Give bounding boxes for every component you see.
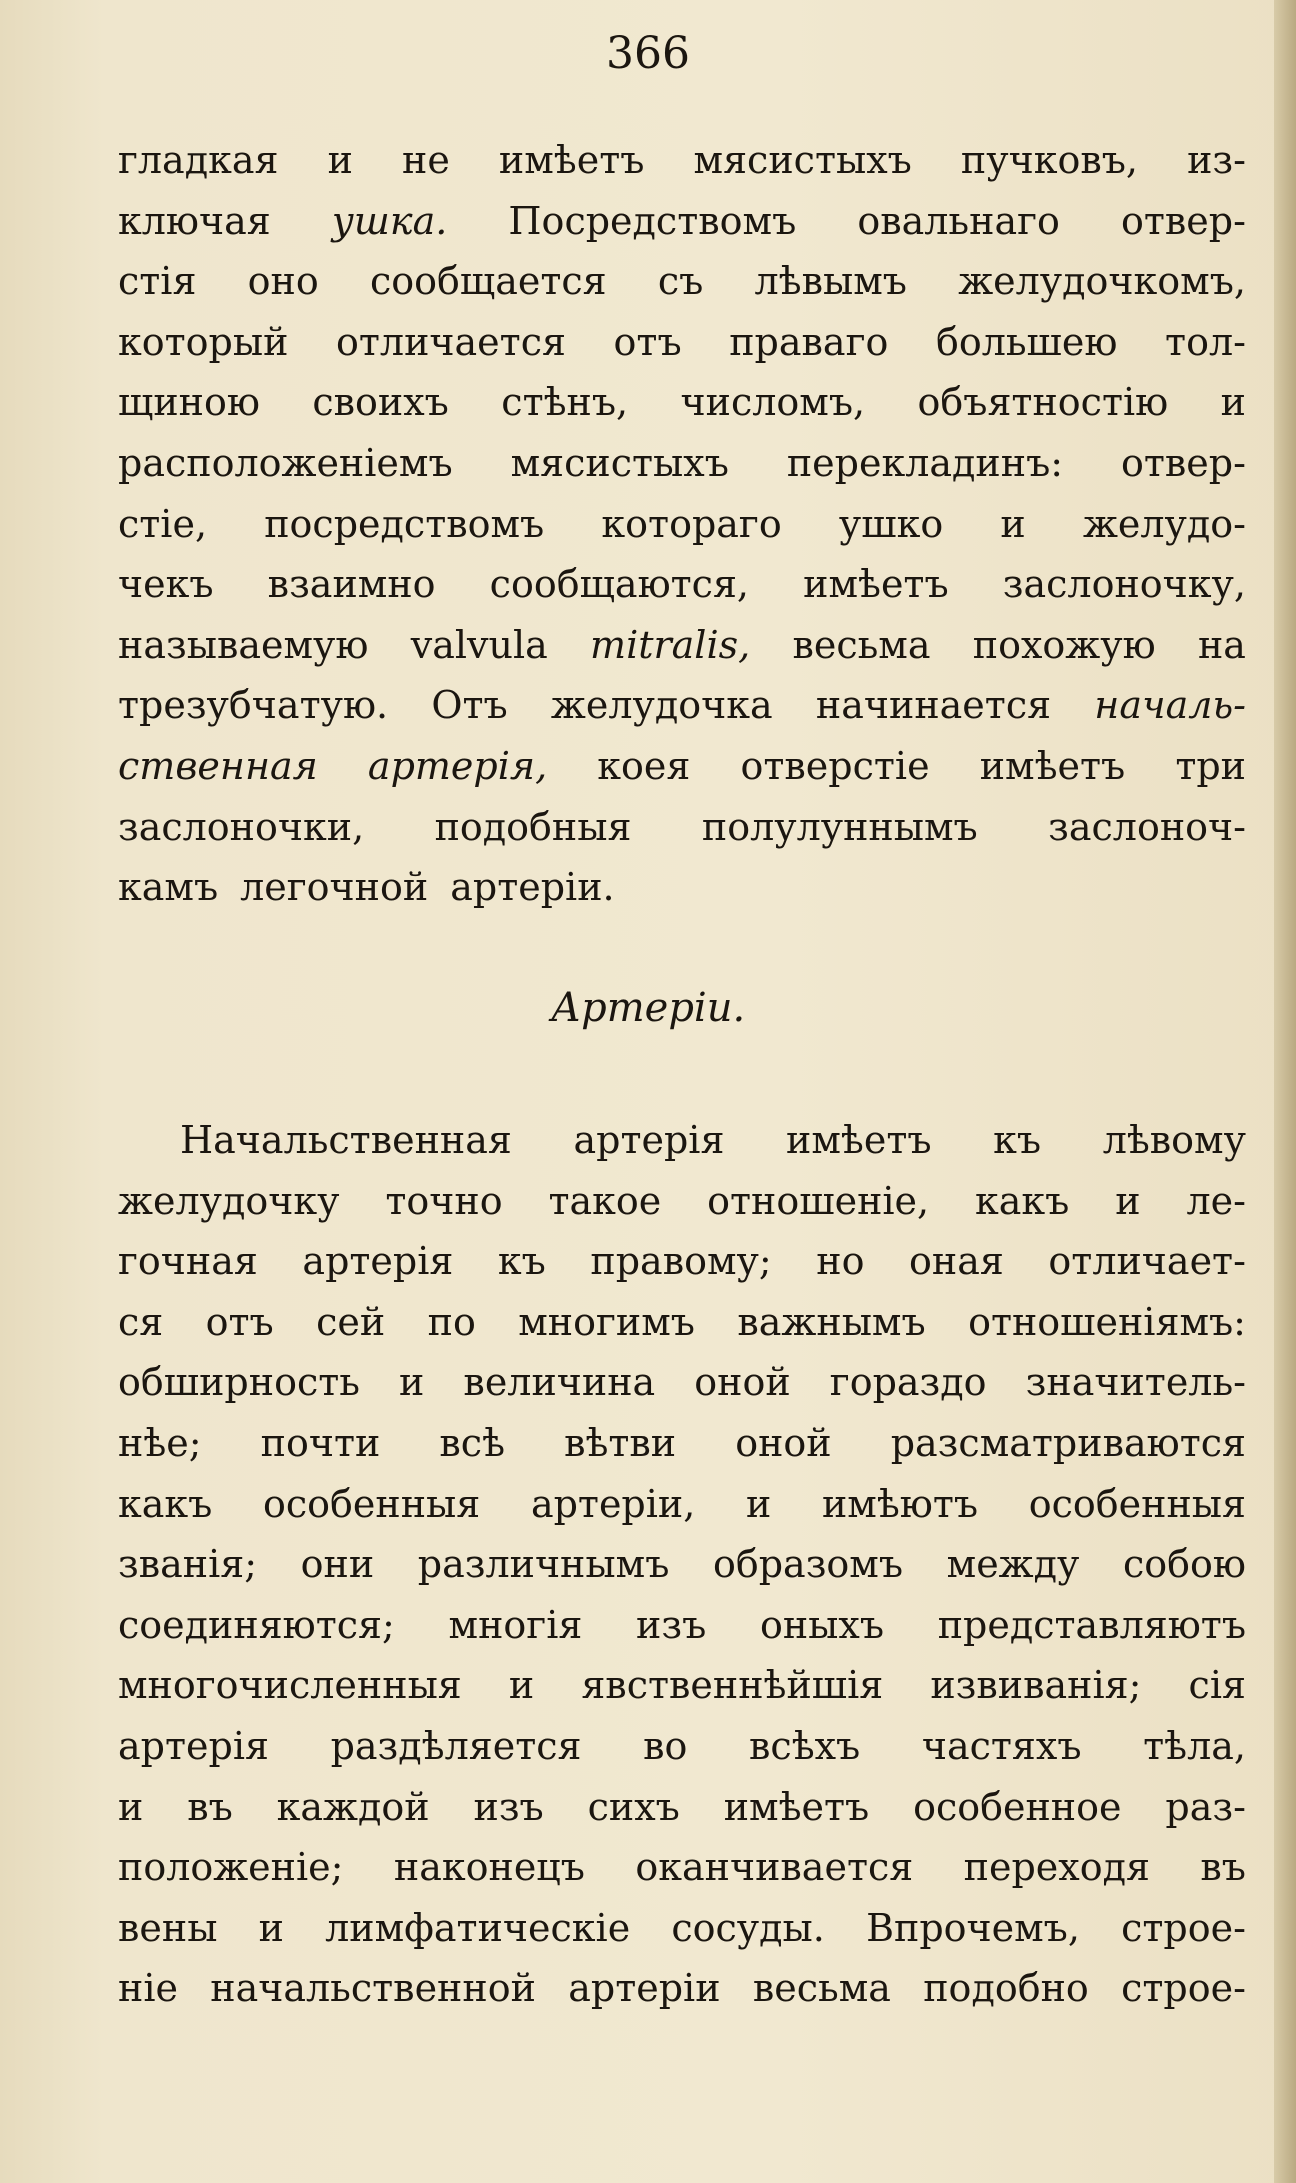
word: тѣла, (1143, 1723, 1246, 1768)
word: начальственной (210, 1966, 536, 2011)
word: коея (597, 743, 691, 788)
word: оныхъ (759, 1602, 885, 1647)
word: посредствомъ (264, 501, 545, 546)
text-line (118, 191, 1246, 252)
word: желудочку (118, 1178, 340, 1223)
word: представляютъ (937, 1602, 1246, 1647)
word: весьма (792, 622, 931, 667)
word: имѣетъ (498, 138, 645, 182)
text-line (118, 1292, 1246, 1353)
word: значитель- (1025, 1360, 1246, 1405)
word: артерія (118, 1723, 269, 1768)
word: такое (548, 1178, 662, 1223)
word: лѣвому (1102, 1118, 1246, 1162)
word: нѣе; (118, 1420, 202, 1465)
text-line (118, 1595, 1246, 1656)
word: частяхъ (921, 1723, 1082, 1768)
word: имѣетъ (979, 743, 1126, 788)
text-line (118, 1777, 1246, 1838)
text-line (118, 494, 1246, 555)
word: артеріи (568, 1966, 721, 2011)
word: переходя (963, 1845, 1150, 1890)
word: всѣхъ (749, 1723, 861, 1768)
word: заслоноч- (1048, 804, 1246, 849)
word: перекладинъ: (786, 440, 1064, 485)
word: отличается (336, 319, 566, 364)
word: заслоночку, (1002, 562, 1246, 607)
word: различнымъ (417, 1542, 670, 1587)
word: Посредствомъ (508, 198, 797, 243)
word: отношеніямъ: (968, 1299, 1246, 1344)
text-line (118, 554, 1246, 615)
word: явственнѣйшія (581, 1663, 884, 1708)
word: они (300, 1542, 375, 1587)
word: оной (694, 1360, 791, 1405)
word: полулуннымъ (701, 804, 978, 849)
word: и (327, 138, 353, 182)
word: большею (935, 319, 1118, 364)
word: оканчивается (635, 1845, 914, 1890)
word: стія (118, 259, 197, 304)
word: сообщаются, (489, 562, 750, 607)
word: сихъ (587, 1784, 680, 1829)
word: называемую (118, 622, 369, 667)
word: отверстіе (740, 743, 930, 788)
word: сей (316, 1299, 386, 1344)
word: mitralis, (590, 622, 751, 667)
text-line (118, 312, 1246, 373)
word: имѣютъ (821, 1481, 979, 1526)
word: пучковъ, (960, 138, 1138, 182)
word: артерія (573, 1118, 725, 1162)
word: ушко (838, 501, 944, 546)
word: желудочка (550, 683, 773, 728)
word: тол- (1165, 319, 1246, 364)
word: и (118, 1784, 144, 1829)
word: разсматриваются (890, 1420, 1246, 1465)
word: ключая (118, 198, 271, 243)
section-heading-arteries: Артеріи. (550, 985, 746, 1031)
word: артеріи, (530, 1481, 696, 1526)
word: образомъ (712, 1542, 904, 1587)
text-line (118, 1958, 1246, 2019)
word: изъ (473, 1784, 544, 1829)
word: оной (735, 1420, 832, 1465)
word: правому; (590, 1239, 772, 1284)
text-line (118, 797, 1246, 858)
word: званія; (118, 1542, 258, 1587)
word: ушка. (331, 198, 448, 243)
word: отвер- (1121, 440, 1246, 485)
word: оно (247, 259, 319, 304)
word: каждой (276, 1784, 430, 1829)
text-line (118, 1898, 1246, 1959)
text-line (118, 433, 1246, 494)
word: началь- (1094, 683, 1246, 728)
word: вены (118, 1905, 218, 1950)
paragraph-heart-left-ventricle (118, 130, 1246, 918)
word: гораздо (829, 1360, 987, 1405)
text-line (118, 615, 1246, 676)
word: который (118, 319, 289, 364)
word: по (427, 1299, 476, 1344)
word: гладкая (118, 138, 279, 182)
word: мясистыхъ (510, 440, 729, 485)
word: строе- (1121, 1966, 1246, 2011)
word: всѣ (439, 1420, 505, 1465)
word: съ (657, 259, 704, 304)
word: числомъ, (680, 380, 866, 425)
word: отъ (613, 319, 682, 364)
text-line (118, 1413, 1246, 1474)
word: вѣтви (564, 1420, 677, 1465)
word: лѣвымъ (754, 259, 907, 304)
word: отличает- (1048, 1239, 1246, 1284)
word: похожую (972, 622, 1156, 667)
paragraph-aorta (118, 1110, 1246, 2019)
word: какъ (118, 1481, 213, 1526)
word: взаимно (267, 562, 436, 607)
text-line (118, 1231, 1246, 1292)
word: величина (463, 1360, 656, 1405)
word: трезубчатую. (118, 683, 389, 728)
word: сообщается (369, 259, 607, 304)
word: чекъ (118, 562, 214, 607)
word: легочной (240, 865, 429, 910)
text-line (118, 130, 1246, 191)
word: и (745, 1481, 772, 1526)
word: из- (1187, 138, 1246, 182)
word: обширность (118, 1360, 360, 1405)
word: оная (909, 1239, 1004, 1284)
page-gutter-shadow (1274, 0, 1296, 2183)
word: стѣнъ, (501, 380, 629, 425)
word: артерія (302, 1239, 454, 1284)
word: не (402, 138, 450, 182)
word: и (258, 1905, 284, 1950)
word: и (1000, 501, 1026, 546)
word: на (1197, 622, 1246, 667)
text-line (118, 1837, 1246, 1898)
word: особенныя (263, 1481, 481, 1526)
word: объятностію (917, 380, 1169, 425)
word: артерія, (367, 743, 548, 788)
word: къ (497, 1239, 546, 1284)
word: мясистыхъ (693, 138, 912, 182)
text-line (118, 857, 1246, 918)
word: особенное (913, 1784, 1122, 1829)
word: Впрочемъ, (866, 1905, 1080, 1950)
word: имѣетъ (803, 562, 949, 607)
word: многимъ (518, 1299, 695, 1344)
word: многочисленныя (118, 1663, 462, 1708)
word: многія (448, 1602, 583, 1647)
word: и (1115, 1178, 1141, 1223)
word: раз- (1165, 1784, 1246, 1829)
word: Начальственная (180, 1118, 512, 1162)
word: ственная (118, 743, 318, 788)
word: отъ (205, 1299, 274, 1344)
word: три (1175, 743, 1246, 788)
word: котораго (601, 501, 782, 546)
word: Отъ (431, 683, 508, 728)
word: подобныя (434, 804, 632, 849)
word: сія (1188, 1663, 1246, 1708)
word: заслоночки, (118, 804, 365, 849)
word: и (1220, 380, 1246, 425)
word: овальнаго (857, 198, 1060, 243)
word: valvula (410, 622, 548, 667)
word: щиною (118, 380, 260, 425)
text-line (118, 1716, 1246, 1777)
word: собою (1123, 1542, 1246, 1587)
word: наконецъ (393, 1845, 585, 1890)
text-line (118, 1352, 1246, 1413)
word: ся (118, 1299, 164, 1344)
word: лимфатическіе (325, 1905, 631, 1950)
word: праваго (729, 319, 889, 364)
word: строе- (1121, 1905, 1246, 1950)
word: извиванія; (930, 1663, 1142, 1708)
word: начинается (815, 683, 1052, 728)
page-number: 366 (606, 28, 690, 79)
word: точно (385, 1178, 503, 1223)
word: ле- (1186, 1178, 1246, 1223)
word: расположеніемъ (118, 440, 453, 485)
text-line (118, 1110, 1246, 1171)
text-line (118, 675, 1246, 736)
word: раздѣляется (330, 1723, 582, 1768)
word: какъ (975, 1178, 1070, 1223)
word: почти (260, 1420, 381, 1465)
word: отвер- (1121, 198, 1246, 243)
word: отношеніе, (707, 1178, 930, 1223)
word: сосуды. (671, 1905, 825, 1950)
text-line (118, 1171, 1246, 1232)
word: во (643, 1723, 688, 1768)
word: ніе (118, 1966, 178, 2011)
text-line (118, 1474, 1246, 1535)
word: особенныя (1028, 1481, 1246, 1526)
word: артеріи. (450, 865, 615, 910)
word: своихъ (312, 380, 449, 425)
word: соединяются; (118, 1602, 395, 1647)
word: въ (1200, 1845, 1246, 1890)
word: весьма (752, 1966, 891, 2011)
text-line (118, 372, 1246, 433)
word: камъ (118, 865, 219, 910)
word: подобно (923, 1966, 1089, 2011)
word: имѣетъ (723, 1784, 870, 1829)
text-line (118, 1655, 1246, 1716)
text-line (118, 1534, 1246, 1595)
word: къ (993, 1118, 1042, 1162)
word: изъ (636, 1602, 707, 1647)
word: и (508, 1663, 535, 1708)
word: и (399, 1360, 425, 1405)
word: желудо- (1082, 501, 1246, 546)
word: важнымъ (737, 1299, 926, 1344)
word: желудочкомъ, (958, 259, 1246, 304)
word: гочная (118, 1239, 258, 1284)
word: стіе, (118, 501, 208, 546)
word: положеніе; (118, 1845, 344, 1890)
text-line (118, 736, 1246, 797)
text-line (118, 251, 1246, 312)
word: имѣетъ (786, 1118, 932, 1162)
word: въ (187, 1784, 233, 1829)
word: но (816, 1239, 865, 1284)
word: между (946, 1542, 1080, 1587)
